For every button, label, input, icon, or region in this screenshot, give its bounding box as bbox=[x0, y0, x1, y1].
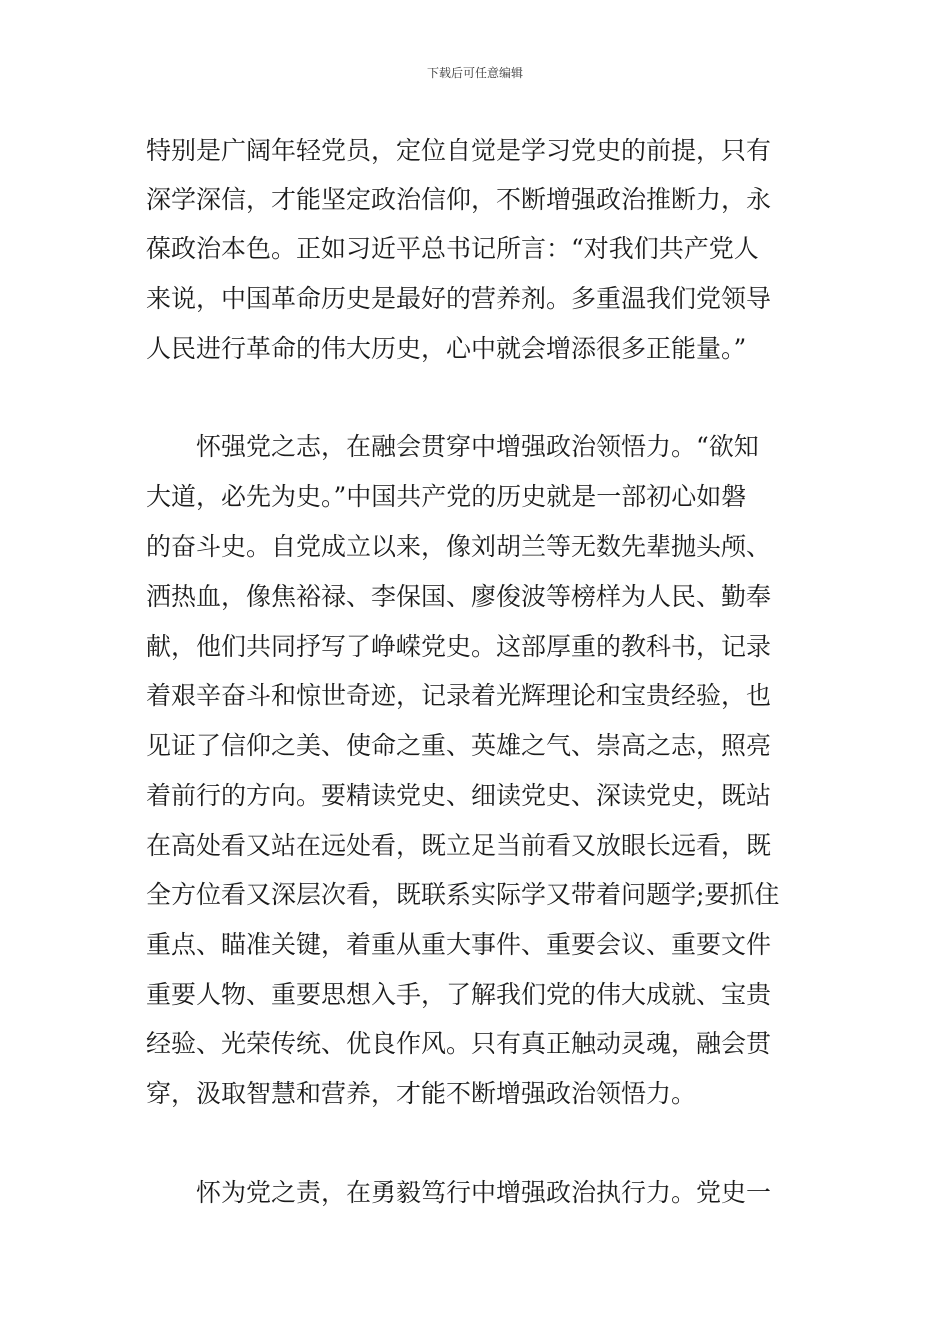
text-line: 葆政治本色。正如习近平总书记所言：“对我们共产党人 bbox=[146, 234, 759, 263]
text-line: 怀强党之志，在融会贯穿中增强政治领悟力。“欲知 bbox=[146, 432, 759, 461]
text-line: 穿，汲取智慧和营养，才能不断增强政治领悟力。 bbox=[146, 1079, 697, 1108]
text-line: 见证了信仰之美、使命之重、英雄之气、崇高之志，照亮 bbox=[146, 731, 772, 760]
text-line: 经验、光荣传统、优良作风。只有真正触动灵魂，融会贯 bbox=[146, 1029, 772, 1058]
text-line: 大道，必先为史。”中国共产党的历史就是一部初心如磐 bbox=[146, 482, 747, 511]
text-line: 人民进行革命的伟大历史，心中就会增添很多正能量。” bbox=[146, 334, 747, 363]
text-line: 全方位看又深层次看，既联系实际学又带着问题学;要抓住 bbox=[146, 880, 780, 909]
text-line: 在高处看又站在远处看，既立足当前看又放眼长远看，既 bbox=[146, 831, 772, 860]
text-line: 洒热血，像焦裕禄、李保国、廖俊波等榜样为人民、勤奉 bbox=[146, 582, 772, 611]
text-line: 深学深信，才能坚定政治信仰，不断增强政治推断力，永 bbox=[146, 185, 772, 214]
text-line: 特别是广阔年轻党员，定位自觉是学习党史的前提，只有 bbox=[146, 136, 772, 165]
text-line: 着艰辛奋斗和惊世奇迹，记录着光辉理论和宝贵经验，也 bbox=[146, 681, 772, 710]
text-line: 重点、瞄准关键，着重从重大事件、重要会议、重要文件 bbox=[146, 930, 772, 959]
text-line: 着前行的方向。要精读党史、细读党史、深读党史，既站 bbox=[146, 781, 772, 810]
text-line: 来说，中国革命历史是最好的营养剂。多重温我们党领导 bbox=[146, 284, 772, 313]
text-line: 的奋斗史。自党成立以来，像刘胡兰等无数先辈抛头颅、 bbox=[146, 532, 772, 561]
text-line: 献，他们共同抒写了峥嵘党史。这部厚重的教科书，记录 bbox=[146, 632, 772, 661]
text-line: 重要人物、重要思想入手，了解我们党的伟大成就、宝贵 bbox=[146, 980, 772, 1009]
page-header: 下载后可任意编辑 bbox=[426, 66, 523, 80]
text-line: 怀为党之责，在勇毅笃行中增强政治执行力。党史一 bbox=[146, 1178, 772, 1207]
